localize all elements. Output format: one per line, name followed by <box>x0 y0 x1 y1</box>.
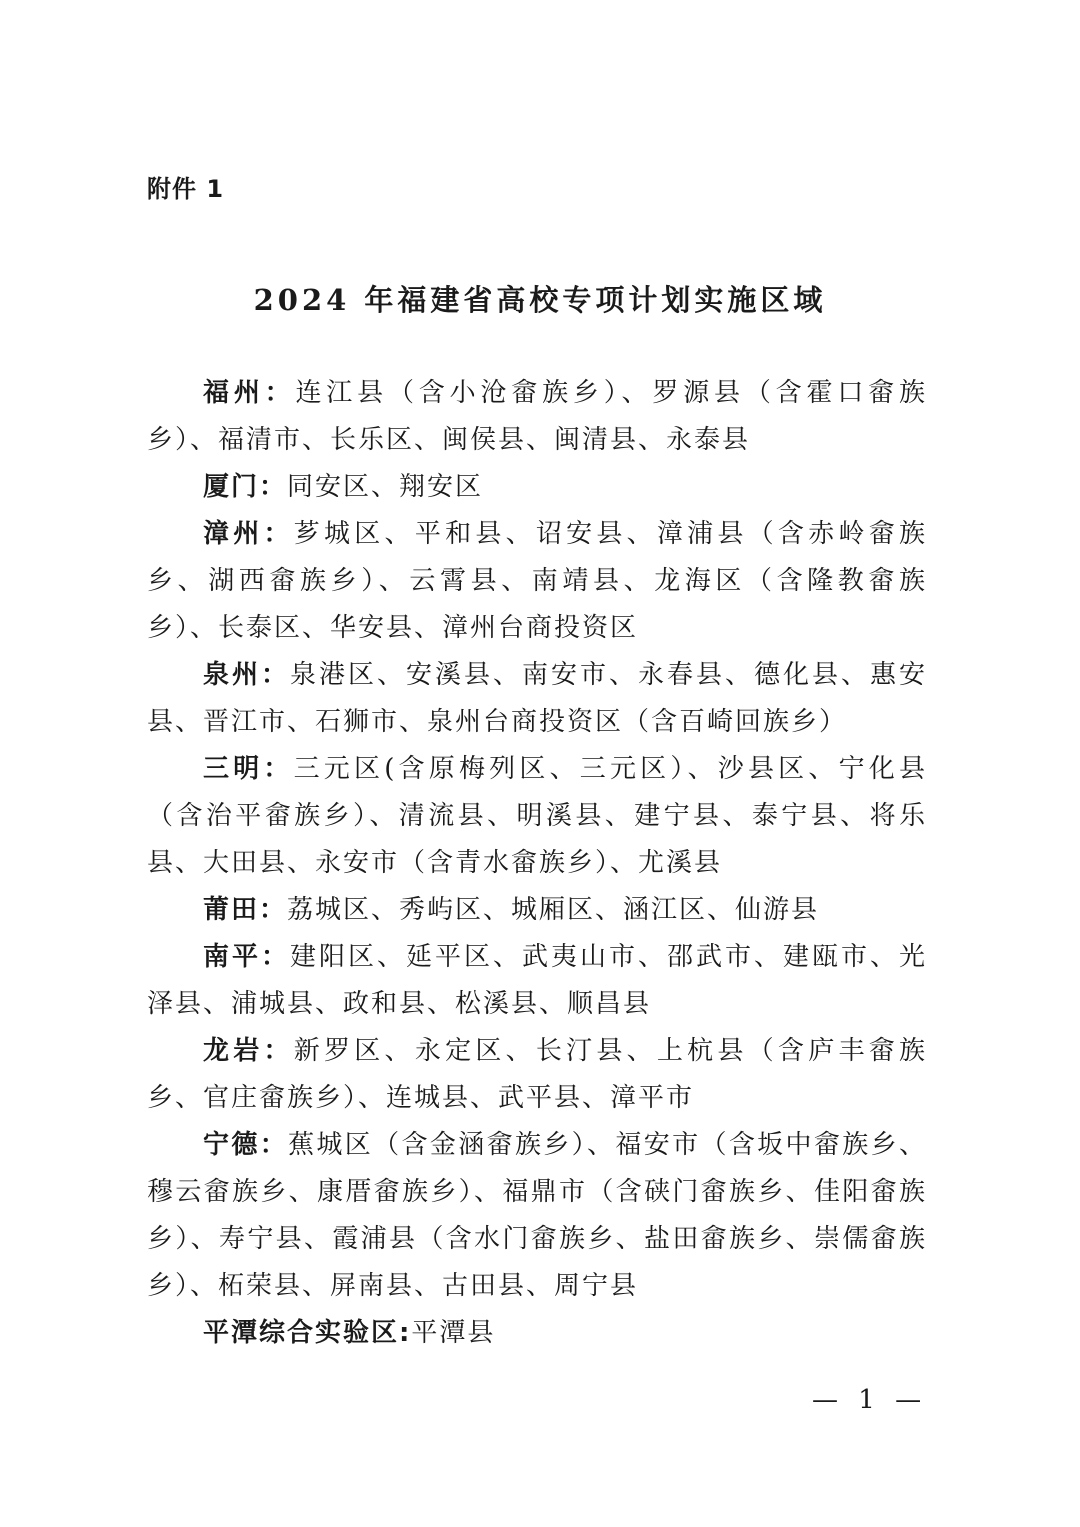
region-item-quanzhou <box>147 652 927 746</box>
region-areas: 同安区、翔安区 <box>287 472 484 502</box>
region-name: 三明： <box>203 754 294 784</box>
region-item-sanming <box>147 746 927 887</box>
region-item-putian <box>147 887 927 934</box>
document-title: 2024 年福建省高校专项计划实施区域 <box>253 283 827 317</box>
region-item-pingtan <box>147 1310 927 1357</box>
attachment-label: 附件 1 <box>147 175 225 203</box>
region-list <box>147 370 927 1357</box>
region-areas: 蕉城区（含金涵畲族乡）、福安市（含坂中畲族乡、穆云畲族乡、康厝畲族乡）、福鼎市（含硖门畲族乡、佳阳畲族乡）、寿宁县、霞浦县（含水门畲族乡、盐田畲族乡、崇儒畲族乡）、柘荣县、屏南县、古田县、周宁县 <box>147 1130 927 1301</box>
region-item-longyan <box>147 1028 927 1122</box>
region-name: 漳州： <box>203 519 294 549</box>
region-name: 厦门： <box>203 472 288 502</box>
region-areas: 荔城区、秀屿区、城厢区、涵江区、仙游县 <box>287 895 820 925</box>
region-name: 莆田： <box>203 895 288 925</box>
region-areas: 芗城区、平和县、诏安县、漳浦县（含赤岭畲族乡、湖西畲族乡）、云霄县、南靖县、龙海区（含隆教畲族乡）、长泰区、华安县、漳州台商投资区 <box>147 519 927 643</box>
region-areas: 连江县（含小沧畲族乡）、罗源县（含霍口畲族乡）、福清市、长乐区、闽侯县、闽清县、永泰县 <box>147 378 927 455</box>
page-number: — 1 — <box>812 1385 928 1415</box>
region-name: 平潭综合实验区: <box>203 1318 412 1348</box>
region-name: 南平： <box>203 942 290 972</box>
region-name: 泉州： <box>203 660 290 690</box>
region-areas: 三元区(含原梅列区、三元区）、沙县区、宁化县（含治平畲族乡）、清流县、明溪县、建宁县、泰宁县、将乐县、大田县、永安市（含青水畲族乡）、尤溪县 <box>147 754 927 878</box>
region-item-fuzhou <box>147 370 927 464</box>
region-areas: 平潭县 <box>411 1318 496 1348</box>
region-item-zhangzhou <box>147 511 927 652</box>
region-item-nanping <box>147 934 927 1028</box>
region-areas: 建阳区、延平区、武夷山市、邵武市、建瓯市、光泽县、浦城县、政和县、松溪县、顺昌县 <box>147 942 927 1019</box>
region-name: 宁德： <box>203 1130 289 1160</box>
region-name: 福州： <box>203 378 296 408</box>
region-name: 龙岩： <box>203 1036 294 1066</box>
region-areas: 新罗区、永定区、长汀县、上杭县（含庐丰畲族乡、官庄畲族乡）、连城县、武平县、漳平市 <box>147 1036 927 1113</box>
region-item-ningde <box>147 1122 927 1310</box>
region-item-xiamen <box>147 464 927 511</box>
region-areas: 泉港区、安溪县、南安市、永春县、德化县、惠安县、晋江市、石狮市、泉州台商投资区（含百崎回族乡） <box>147 660 927 737</box>
